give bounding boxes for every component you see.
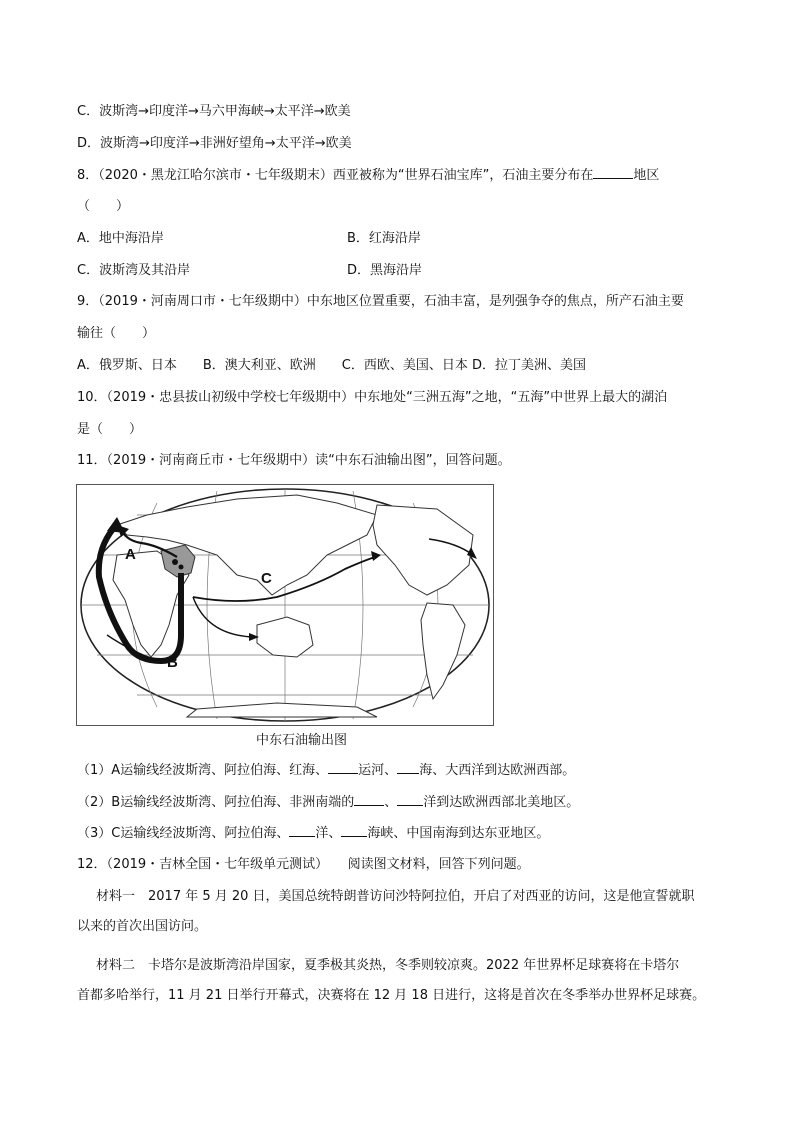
- answer-blank: [397, 761, 419, 774]
- oil-export-map: [76, 484, 494, 726]
- q8-option-c: C．波斯湾及其沿岸: [77, 263, 191, 278]
- answer-blank: [341, 824, 367, 837]
- q8-option-d: D．黑海沿岸: [347, 263, 423, 278]
- map-label-a: A: [125, 546, 136, 563]
- question-10: 10．（2019・忠县拔山初级中学校七年级期中）中东地处“三洲五海”之地，“五海”中世界上最大的湖泊: [77, 390, 668, 405]
- answer-blank: [328, 761, 358, 774]
- q8-option-a: A．地中海沿岸: [77, 231, 164, 246]
- q11-2-text-c: 洋到达欧洲西部北美地区。: [423, 795, 580, 810]
- question-11-part-3: [77, 824, 549, 843]
- question-9-cont: 输往（ ）: [77, 326, 156, 341]
- answer-blank: [593, 166, 633, 179]
- answer-blank: [289, 824, 315, 837]
- map-caption: 中东石油输出图: [256, 733, 348, 748]
- answer-blank: [354, 793, 384, 806]
- oil-field-icon: [179, 565, 184, 570]
- question-8-paren: （ ）: [77, 199, 130, 214]
- q11-2-text-a: （2）B运输线经波斯湾、阿拉伯海、非洲南端的: [77, 795, 355, 810]
- q11-1-text-b: 运河、: [358, 763, 398, 778]
- q11-3-text-a: （3）C运输线经波斯湾、阿拉伯海、: [77, 826, 290, 841]
- question-12: 12．（2019・吉林全国・七年级单元测试） 阅读图文材料，回答下列问题。: [77, 857, 530, 872]
- q11-2-text-b: 、: [384, 795, 398, 810]
- question-8-tail: 地区: [633, 168, 660, 183]
- question-8-text: 8．（2020・黑龙江哈尔滨市・七年级期末）西亚被称为“世界石油宝库”，石油主要分布在: [77, 168, 594, 183]
- answer-blank: [397, 793, 423, 806]
- q11-1-text-c: 海、大西洋到达欧洲西部。: [419, 763, 576, 778]
- world-map-figure: [77, 485, 493, 725]
- option-d-line: D．波斯湾→印度洋→非洲好望角→太平洋→欧美: [77, 136, 352, 151]
- q9-options: A．俄罗斯、日本 B．澳大利亚、欧洲 C．西欧、美国、日本 D．拉丁美洲、美国: [77, 358, 587, 373]
- map-label-b: B: [167, 654, 178, 671]
- question-11-part-1: [77, 761, 575, 780]
- oil-field-icon: [172, 559, 178, 565]
- q8-option-b: B．红海沿岸: [347, 231, 421, 246]
- question-9: 9．（2019・河南周口市・七年级期中）中东地区位置重要，石油丰富，是列强争夺的焦点，所产石油主要: [77, 294, 684, 309]
- question-11: 11．（2019・河南商丘市・七年级期中）读“中东石油输出图”，回答问题。: [77, 453, 511, 468]
- question-8: [77, 166, 659, 185]
- q11-1-text-a: （1）A运输线经波斯湾、阿拉伯海、红海、: [77, 763, 329, 778]
- material-two-cont: 首都多哈举行，11 月 21 日举行开幕式，决赛将在 12 月 18 日进行，这将是首次在冬季举办世界杯足球赛。: [77, 988, 706, 1003]
- option-c-line: C．波斯湾→印度洋→马六甲海峡→太平洋→欧美: [77, 104, 351, 119]
- question-11-part-2: [77, 793, 579, 812]
- q11-3-text-c: 海峡、中国南海到达东亚地区。: [367, 826, 550, 841]
- question-10-cont: 是（ ）: [77, 422, 143, 437]
- material-one-cont: 以来的首次出国访问。: [77, 919, 208, 934]
- map-label-c: C: [261, 570, 272, 587]
- material-one: 材料一 2017 年 5 月 20 日，美国总统特朗普访问沙特阿拉伯，开启了对西亚的访问，这是他宣誓就职: [96, 889, 695, 904]
- material-two: 材料二 卡塔尔是波斯湾沿岸国家，夏季极其炎热，冬季则较凉爽。2022 年世界杯足球赛将在卡塔尔: [96, 958, 680, 973]
- q11-3-text-b: 洋、: [315, 826, 342, 841]
